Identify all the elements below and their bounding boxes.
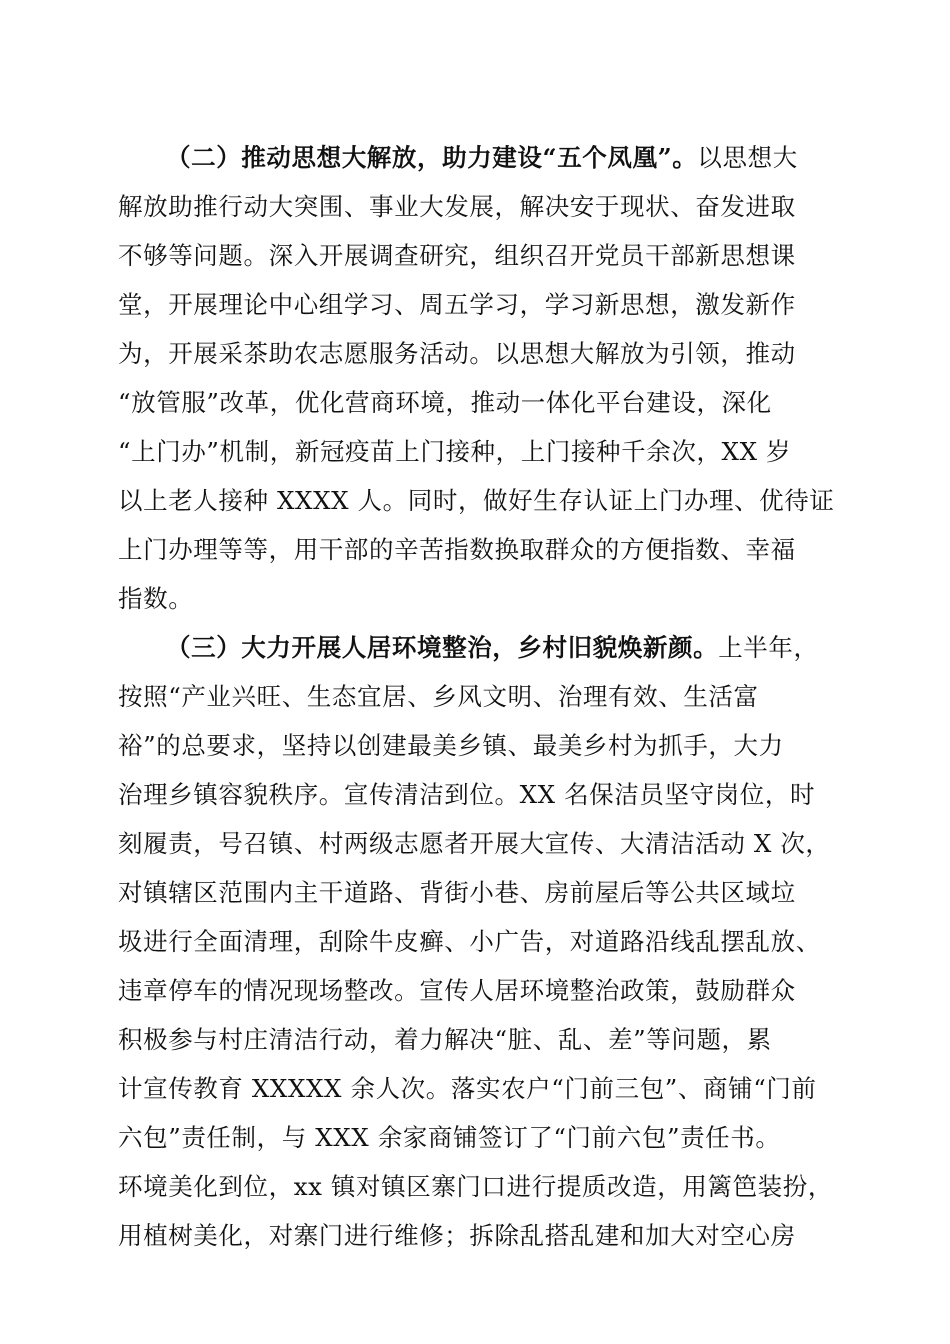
paragraph-line: 不够等问题。深入开展调查研究，组织召开党员干部新思想课 [118,241,796,270]
paragraph-line: 以上老人接种 XXXX 人。同时，做好生存认证上门办理、优待证 [118,486,835,515]
paragraph-line: 六包”责任制，与 XXX 余家商铺签订了“门前六包”责任书。 [118,1123,781,1152]
paragraph-line: 用植树美化，对寨门进行维修；拆除乱搭乱建和加大对空心房 [118,1221,796,1250]
paragraph-line: 按照“产业兴旺、生态宜居、乡风文明、治理有效、生活富 [118,682,759,711]
section-3-first-line [166,628,838,668]
paragraph-line: 积极参与村庄清洁行动，着力解决“脏、乱、差”等问题，累 [118,1025,772,1054]
paragraph-line: 违章停车的情况现场整改。宣传人居环境整治政策，鼓励群众 [118,976,796,1005]
section-3-text: 上半年， [718,633,819,662]
paragraph-line: 环境美化到位，xx 镇对镇区寨门口进行提质改造，用篱笆装扮， [118,1172,833,1201]
paragraph-line: “上门办”机制，新冠疫苗上门接种，上门接种千余次，XX 岁 [118,437,792,466]
paragraph-line: 解放助推行动大突围、事业大发展，解决安于现状、奋发进取 [118,192,796,221]
paragraph-line: 堂，开展理论中心组学习、周五学习，学习新思想，激发新作 [118,290,796,319]
section-2-first-line [166,138,838,178]
paragraph-line: 指数。 [118,584,194,613]
section-3-heading: （三）大力开展人居环境整治，乡村旧貌焕新颜。 [166,633,719,662]
section-2-heading: （二）推动思想大解放，助力建设“五个凤凰”。 [166,143,698,172]
paragraph-line: “放管服”改革，优化营商环境，推动一体化平台建设，深化 [118,388,772,417]
paragraph-line: 上门办理等等，用干部的辛苦指数换取群众的方便指数、幸福 [118,535,796,564]
paragraph-line: 为，开展采茶助农志愿服务活动。以思想大解放为引领，推动 [118,339,796,368]
paragraph-line: 裕”的总要求，坚持以创建最美乡镇、最美乡村为抓手，大力 [118,731,784,760]
paragraph-line: 计宣传教育 XXXXX 余人次。落实农户“门前三包”、商铺“门前 [118,1074,817,1103]
paragraph-line: 治理乡镇容貌秩序。宣传清洁到位。XX 名保洁员坚守岗位，时 [118,780,816,809]
paragraph-line: 对镇辖区范围内主干道路、背街小巷、房前屋后等公共区域垃 [118,878,796,907]
paragraph-line: 圾进行全面清理，刮除牛皮癣、小广告，对道路沿线乱摆乱放、 [118,927,821,956]
section-2-text: 以思想大 [697,143,798,172]
paragraph-line: 刻履责，号召镇、村两级志愿者开展大宣传、大清洁活动 X 次， [118,829,831,858]
